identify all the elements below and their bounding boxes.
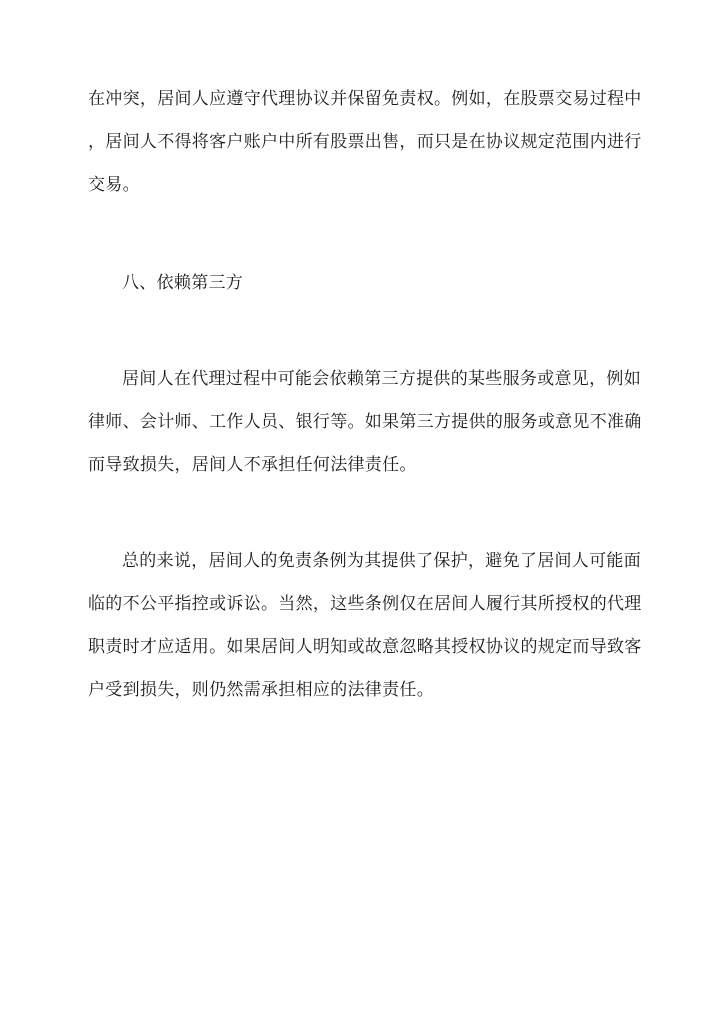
- text-line: 律师、会计师、工作人员、银行等。如果第三方提供的服务或意见不准确: [88, 412, 642, 432]
- text-line: 在冲突，居间人应遵守代理协议并保留免责权。例如，在股票交易过程中: [88, 89, 642, 109]
- text-line: 居间人在代理过程中可能会依赖第三方提供的某些服务或意见，例如: [122, 369, 641, 389]
- text-line: 总的来说，居间人的免责条例为其提供了保护，避免了居间人可能面: [122, 551, 641, 571]
- text-line: 职责时才应适用。如果居间人明知或故意忽略其授权协议的规定而导致客: [88, 637, 642, 657]
- paragraph-conflict-continuation: [88, 78, 642, 207]
- text-line: 交易。: [88, 175, 140, 195]
- text-line: 户受到损失，则仍然需承担相应的法律责任。: [88, 680, 434, 700]
- text-line: 而导致损失，居间人不承担任何法律责任。: [88, 455, 417, 475]
- heading-text: 八、依赖第三方: [122, 273, 244, 293]
- section-heading: [88, 262, 633, 305]
- text-line: ，居间人不得将客户账户中所有股票出售，而只是在协议规定范围内进行: [88, 132, 642, 152]
- paragraph-third-party: [88, 358, 642, 487]
- paragraph-summary: [88, 540, 642, 712]
- text-line: 临的不公平指控或诉讼。当然，这些条例仅在居间人履行其所授权的代理: [88, 594, 642, 614]
